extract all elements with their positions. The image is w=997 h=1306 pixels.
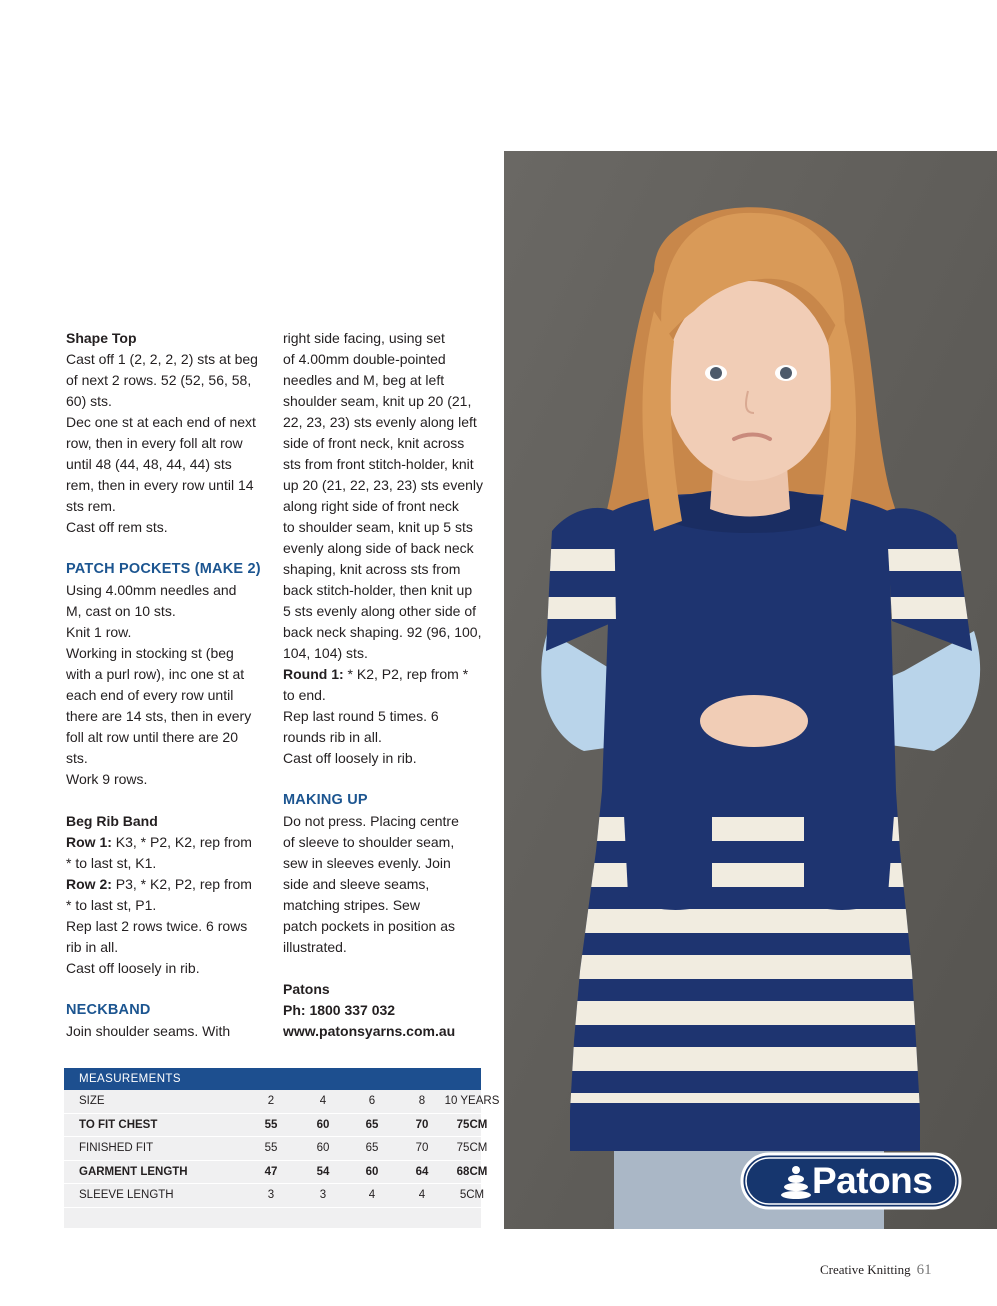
measurement-value: 2 <box>267 1095 275 1107</box>
measurement-value: 4 <box>368 1189 376 1201</box>
page-number: 61 <box>916 1262 932 1278</box>
text-line: Knit 1 row. <box>66 624 132 640</box>
text-line: Cast off loosely in rib. <box>283 750 417 766</box>
measurement-value: 70 <box>415 1142 429 1154</box>
measurement-value: 75CM <box>456 1142 488 1154</box>
measurement-value: 3 <box>319 1189 327 1201</box>
measurement-value: 47 <box>264 1165 278 1178</box>
text-line: 5 sts evenly along other side of <box>283 603 477 619</box>
text-line: sts from front stitch-holder, knit <box>283 456 474 472</box>
row-label: Round 1: <box>283 666 344 682</box>
paragraph-gap <box>66 538 271 559</box>
measurement-value: 65 <box>365 1142 379 1154</box>
measurement-value: 55 <box>264 1142 278 1154</box>
measurement-label: TO FIT CHEST <box>79 1118 158 1131</box>
text-line: 60) sts. <box>66 393 112 409</box>
measurements-title: MEASUREMENTS <box>64 1068 481 1090</box>
row-instruction: K3, * P2, K2, rep from <box>111 834 252 850</box>
text-line: matching stripes. Sew <box>283 897 420 913</box>
subheading: Ph: 1800 337 032 <box>283 1002 396 1018</box>
text-line: foll alt row until there are 20 <box>66 729 238 745</box>
text-line <box>66 832 271 853</box>
measurement-value: 75CM <box>456 1118 488 1131</box>
row-label: Row 2: <box>66 876 112 892</box>
measurement-value: 54 <box>316 1165 330 1178</box>
measurement-value: 6 <box>368 1095 376 1107</box>
section-heading: MAKING UP <box>283 792 368 808</box>
text-line: Working in stocking st (beg <box>66 645 234 661</box>
measurement-value: 55 <box>264 1118 278 1131</box>
subheading: Beg Rib Band <box>66 813 158 829</box>
measurement-value: 64 <box>415 1165 429 1178</box>
measurement-value: 60 <box>316 1118 330 1131</box>
text-line: sew in sleeves evenly. Join <box>283 855 451 871</box>
text-line: needles and M, beg at left <box>283 372 445 388</box>
section-heading: PATCH POCKETS (MAKE 2) <box>66 561 261 577</box>
text-line: evenly along side of back neck <box>283 540 474 556</box>
text-line: each end of every row until <box>66 687 234 703</box>
text-line: until 48 (44, 48, 44, 44) sts <box>66 456 232 472</box>
measurement-label: SIZE <box>79 1095 105 1107</box>
left-text-column <box>66 328 271 1042</box>
text-line: side of front neck, knit across <box>283 435 465 451</box>
text-line: sts rem. <box>66 498 116 514</box>
text-line: of next 2 rows. 52 (52, 56, 58, <box>66 372 252 388</box>
text-line: shoulder seam, knit up 20 (21, <box>283 393 472 409</box>
text-line: side and sleeve seams, <box>283 876 430 892</box>
text-line: with a purl row), inc one st at <box>66 666 245 682</box>
text-line: up 20 (21, 22, 23, 23) sts evenly <box>283 477 484 493</box>
text-line <box>66 874 271 895</box>
text-line: Work 9 rows. <box>66 771 148 787</box>
text-line: M, cast on 10 sts. <box>66 603 176 619</box>
page-footer <box>820 1262 932 1279</box>
row-instruction: P3, * K2, P2, rep from <box>111 876 252 892</box>
text-line: * to last st, P1. <box>66 897 157 913</box>
text-line: rem, then in every row until 14 <box>66 477 254 493</box>
measurement-label: GARMENT LENGTH <box>79 1165 188 1178</box>
text-line: rounds rib in all. <box>283 729 382 745</box>
text-line: row, then in every foll alt row <box>66 435 243 451</box>
measurement-value: 10 YEARS <box>444 1095 500 1107</box>
text-line: back neck shaping. 92 (96, 100, <box>283 624 482 640</box>
text-line: Cast off rem sts. <box>66 519 168 535</box>
text-line: Do not press. Placing centre <box>283 813 459 829</box>
text-line: 22, 23, 23) sts evenly along left <box>283 414 477 430</box>
measurements-row <box>64 1090 500 1114</box>
text-line: back stitch-holder, then knit up <box>283 582 473 598</box>
measurement-value: 68CM <box>456 1165 488 1178</box>
text-line <box>283 664 488 685</box>
publication-name: Creative Knitting <box>820 1262 911 1277</box>
text-line: Join shoulder seams. With <box>66 1023 231 1039</box>
text-line: illustrated. <box>283 939 347 955</box>
section-heading: NECKBAND <box>66 1002 151 1018</box>
paragraph-gap <box>66 979 271 1000</box>
measurements-table <box>64 1068 500 1228</box>
measurement-value: 70 <box>415 1118 429 1131</box>
subheading: www.patonsyarns.com.au <box>283 1023 456 1039</box>
measurement-value: 4 <box>418 1189 426 1201</box>
measurement-value: 3 <box>267 1189 275 1201</box>
measurements-row <box>64 1114 488 1138</box>
measurement-value: 8 <box>418 1095 426 1107</box>
text-line: Using 4.00mm needles and <box>66 582 237 598</box>
paragraph-gap <box>283 958 488 979</box>
right-text-column <box>283 328 488 1042</box>
child-tunic-photo <box>504 151 997 1229</box>
subheading: Patons <box>283 981 330 997</box>
text-line: Rep last round 5 times. 6 <box>283 708 439 724</box>
measurements-row <box>64 1161 488 1185</box>
text-line: patch pockets in position as <box>283 918 455 934</box>
text-line: * to last st, K1. <box>66 855 157 871</box>
row-instruction: * K2, P2, rep from * <box>343 666 469 682</box>
text-line: right side facing, using set <box>283 330 445 346</box>
text-line: Cast off 1 (2, 2, 2, 2) sts at beg <box>66 351 258 367</box>
measurement-label: FINISHED FIT <box>79 1142 154 1154</box>
measurement-value: 65 <box>365 1118 379 1131</box>
subheading: Shape Top <box>66 330 137 346</box>
text-line: to end. <box>283 687 326 703</box>
text-line: there are 14 sts, then in every <box>66 708 252 724</box>
measurement-value: 60 <box>316 1142 330 1154</box>
photo-illustration <box>504 151 997 1229</box>
paragraph-gap <box>66 790 271 811</box>
text-line: of sleeve to shoulder seam, <box>283 834 455 850</box>
text-line: along right side of front neck <box>283 498 459 514</box>
text-line: sts. <box>66 750 88 766</box>
measurements-row <box>64 1184 485 1208</box>
text-line: rib in all. <box>66 939 119 955</box>
text-line: of 4.00mm double-pointed <box>283 351 446 367</box>
measurement-label: SLEEVE LENGTH <box>79 1189 174 1201</box>
measurements-body <box>64 1090 500 1208</box>
measurement-value: 4 <box>319 1095 327 1107</box>
text-line: to shoulder seam, knit up 5 sts <box>283 519 473 535</box>
patons-logo-text: Patons <box>812 1160 933 1201</box>
measurement-value: 5CM <box>459 1189 485 1201</box>
text-line: Rep last 2 rows twice. 6 rows <box>66 918 248 934</box>
text-line: Dec one st at each end of next <box>66 414 256 430</box>
paragraph-gap <box>283 769 488 790</box>
row-label: Row 1: <box>66 834 112 850</box>
measurement-value: 60 <box>365 1165 379 1178</box>
text-line: shaping, knit across sts from <box>283 561 461 577</box>
text-line: Cast off loosely in rib. <box>66 960 200 976</box>
measurements-row <box>64 1137 488 1161</box>
text-line: 104, 104) sts. <box>283 645 368 661</box>
